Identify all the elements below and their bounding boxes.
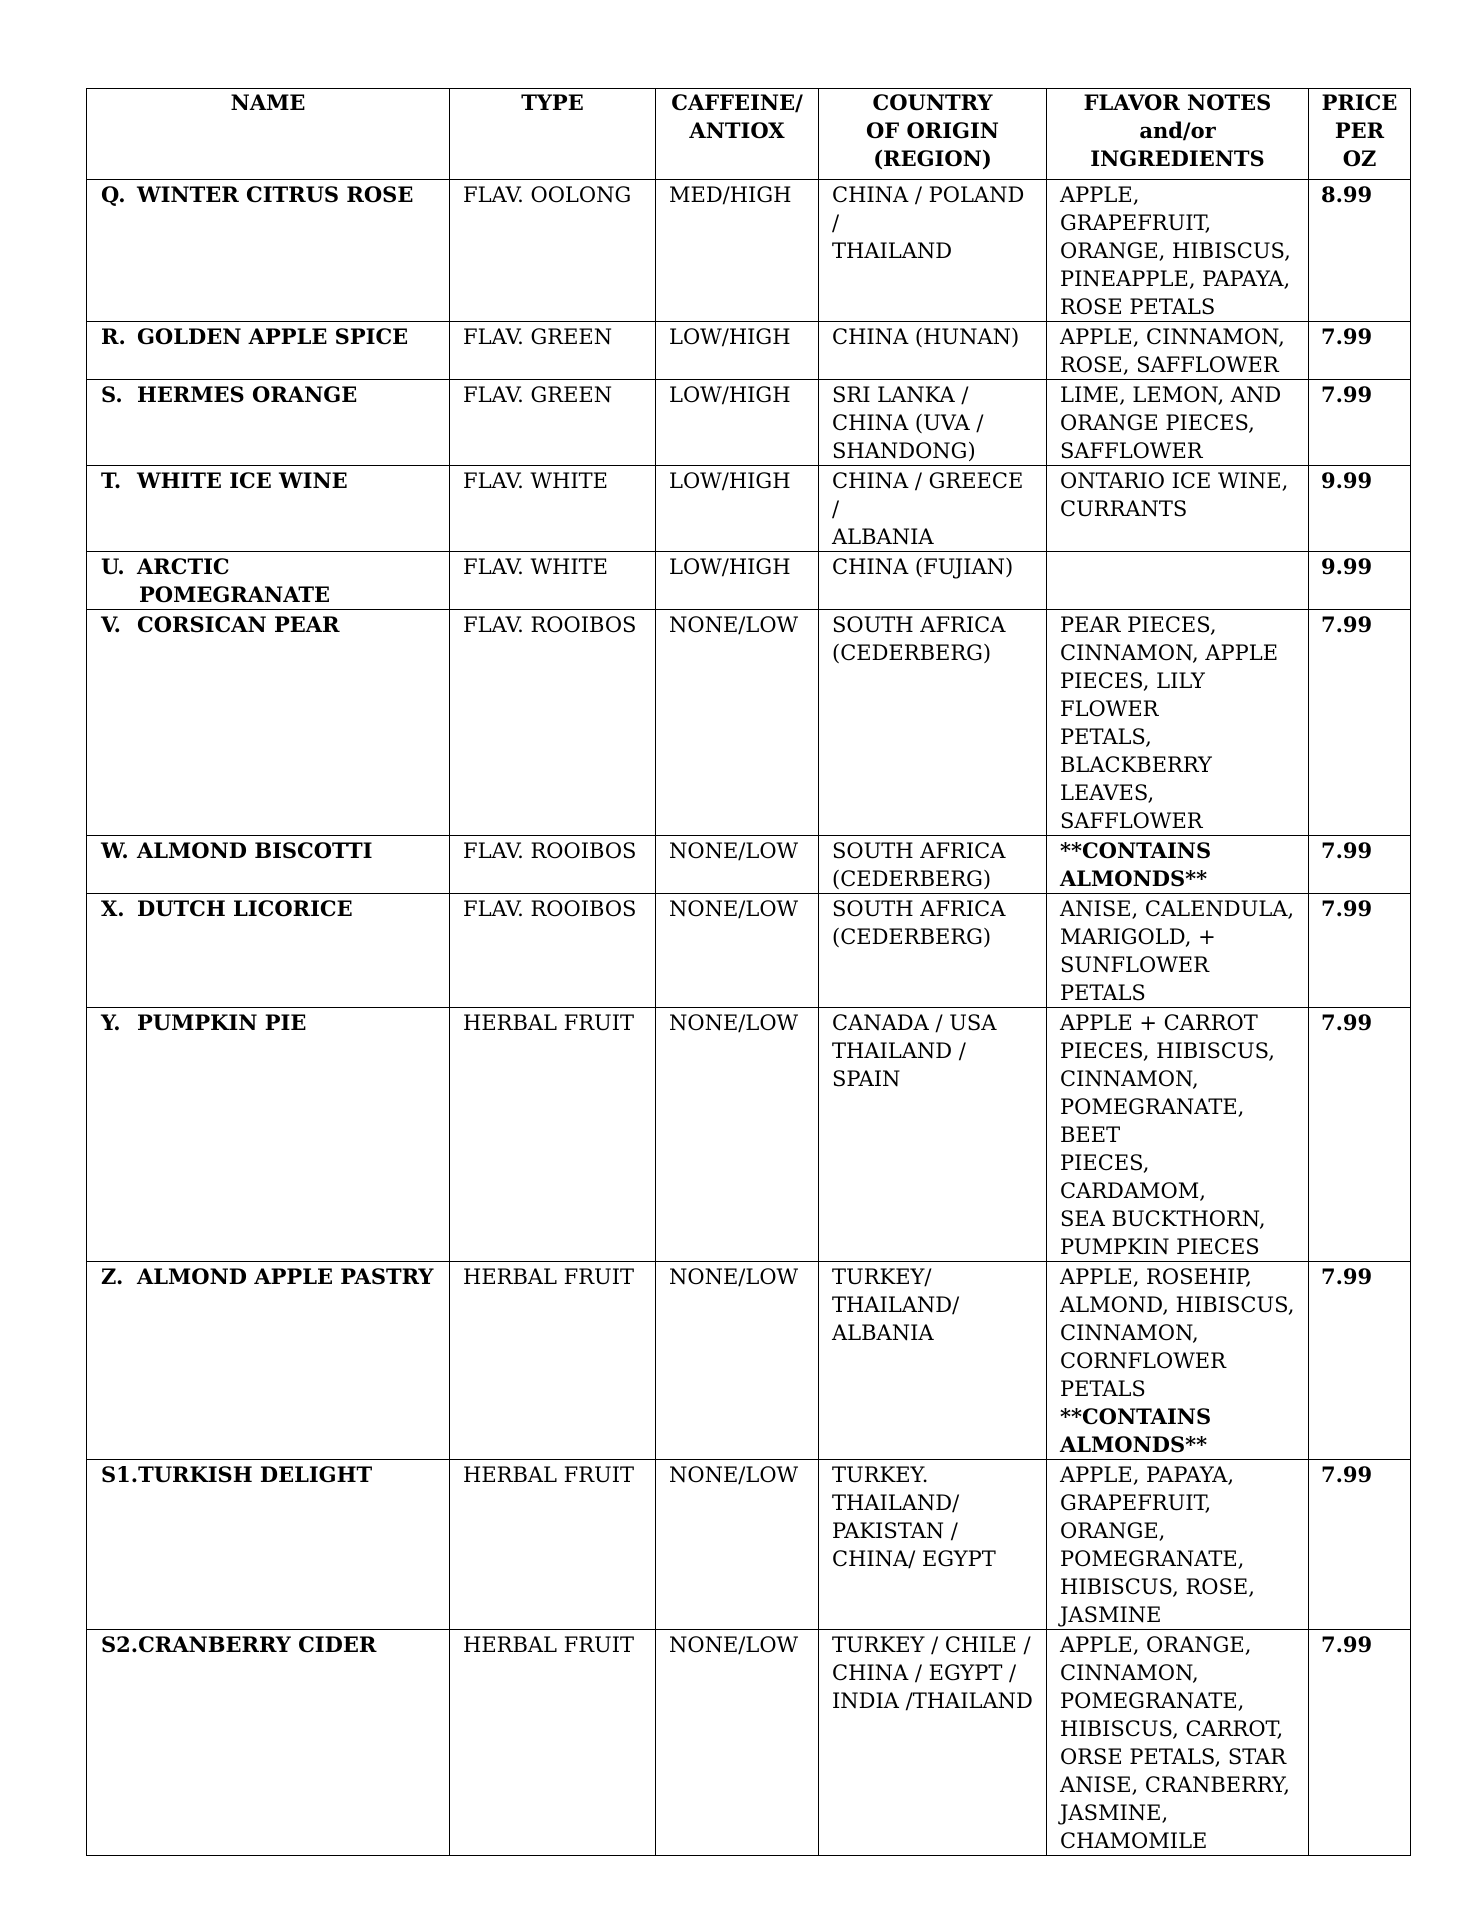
tea-type-cell: FLAV. WHITE: [450, 552, 656, 610]
tea-type-cell: HERBAL FRUIT: [450, 1262, 656, 1460]
cell-line: ORANGE,: [1060, 1519, 1166, 1543]
cell-line: HIBISCUS, CARROT,: [1060, 1717, 1284, 1741]
cell-line: NAME: [230, 90, 306, 115]
tea-flavor-cell: [1047, 1460, 1309, 1630]
tea-price-cell: 7.99: [1309, 1262, 1411, 1460]
cell-line: APPLE, CINNAMON,: [1060, 325, 1285, 349]
cell-line: MARIGOLD, +: [1060, 925, 1216, 949]
cell-line: THAILAND: [832, 239, 953, 263]
tea-price-cell: 7.99: [1309, 1460, 1411, 1630]
cell-line: COUNTRY: [872, 90, 993, 115]
cell-line: APPLE, PAPAYA,: [1060, 1463, 1235, 1487]
cell-line: ANISE, CALENDULA,: [1060, 897, 1295, 921]
tea-code: T.: [101, 468, 122, 493]
tea-name: HERMES ORANGE: [137, 382, 358, 407]
tea-caffeine-cell: LOW/HIGH: [656, 322, 819, 380]
cell-line: FLAVOR NOTES: [1083, 90, 1272, 115]
tea-price-cell: 7.99: [1309, 322, 1411, 380]
tea-name: DUTCH LICORICE: [137, 896, 353, 921]
cell-line: THAILAND/: [832, 1491, 960, 1515]
cell-line: CAFFEINE/: [671, 90, 803, 115]
tea-country-cell: [819, 466, 1047, 552]
table-row: [87, 1630, 1411, 1856]
tea-price-cell: 7.99: [1309, 1630, 1411, 1856]
cell-line: JASMINE,: [1060, 1801, 1169, 1825]
cell-line: CANADA / USA: [832, 1011, 997, 1035]
tea-name-cell: [87, 836, 450, 894]
tea-price-cell: 8.99: [1309, 180, 1411, 322]
tea-name-cell: [87, 1460, 450, 1630]
header-name: [87, 89, 450, 180]
tea-code: R.: [101, 324, 126, 349]
cell-line: SUNFLOWER PETALS: [1060, 953, 1209, 1005]
cell-line: SOUTH AFRICA: [832, 613, 1006, 637]
tea-flavor-cell: [1047, 1262, 1309, 1460]
cell-line: ALMOND, HIBISCUS,: [1060, 1293, 1295, 1317]
cell-line: PER OZ: [1334, 118, 1385, 171]
cell-line: THAILAND/: [832, 1293, 960, 1317]
cell-line: (CEDERBERG): [832, 641, 992, 665]
cell-line: PAKISTAN /: [832, 1519, 958, 1543]
cell-line: ROSE PETALS: [1060, 295, 1216, 319]
cell-line: SHANDONG): [832, 439, 976, 463]
table-row: [87, 1460, 1411, 1630]
header-caffeine-antiox: [656, 89, 819, 180]
tea-country-cell: [819, 836, 1047, 894]
tea-caffeine-cell: NONE/LOW: [656, 894, 819, 1008]
cell-line: CHINA / POLAND /: [832, 183, 1025, 235]
tea-price-cell: 7.99: [1309, 610, 1411, 836]
cell-line: CHINA/ EGYPT: [832, 1547, 996, 1571]
cell-line: ORANGE PIECES,: [1060, 411, 1255, 435]
tea-type-cell: FLAV. GREEN: [450, 322, 656, 380]
tea-flavor-cell: [1047, 1630, 1309, 1856]
cell-line: PIECES, CARDAMOM,: [1060, 1151, 1206, 1203]
cell-line: (CEDERBERG): [832, 925, 992, 949]
tea-code: S2.: [101, 1632, 139, 1657]
tea-caffeine-cell: NONE/LOW: [656, 1008, 819, 1262]
cell-line: PETALS,: [1060, 725, 1152, 749]
table-row: [87, 1262, 1411, 1460]
cell-line: CHINA (HUNAN): [832, 325, 1020, 349]
cell-line: SOUTH AFRICA: [832, 839, 1006, 863]
cell-line: CHINA (FUJIAN): [832, 555, 1014, 579]
tea-name: CRANBERRY CIDER: [138, 1632, 377, 1657]
tea-code: S.: [101, 382, 123, 407]
tea-type-cell: HERBAL FRUIT: [450, 1630, 656, 1856]
cell-line: PUMPKIN PIECES: [1060, 1235, 1260, 1259]
tea-country-cell: [819, 610, 1047, 836]
header-country-of-origin: [819, 89, 1047, 180]
tea-name-cell: [87, 1630, 450, 1856]
tea-name: WINTER CITRUS ROSE: [137, 182, 414, 207]
cell-line: APPLE, ROSEHIP,: [1060, 1265, 1252, 1289]
cell-line: ONTARIO ICE WINE,: [1060, 469, 1289, 493]
cell-line: ORANGE, HIBISCUS,: [1060, 239, 1291, 263]
tea-flavor-cell: [1047, 322, 1309, 380]
tea-price-table: [86, 88, 1411, 1856]
table-row: [87, 1008, 1411, 1262]
tea-name: GOLDEN APPLE SPICE: [137, 324, 409, 349]
tea-caffeine-cell: NONE/LOW: [656, 1262, 819, 1460]
tea-code: Y.: [101, 1010, 121, 1035]
tea-caffeine-cell: LOW/HIGH: [656, 552, 819, 610]
tea-country-cell: [819, 180, 1047, 322]
tea-flavor-cell: [1047, 552, 1309, 610]
tea-code: Z.: [101, 1264, 124, 1289]
tea-price-cell: 9.99: [1309, 552, 1411, 610]
cell-line: PINEAPPLE, PAPAYA,: [1060, 267, 1291, 291]
tea-name-cell: [87, 1008, 450, 1262]
cell-line: CHINA / EGYPT /: [832, 1661, 1017, 1685]
cell-line: GRAPEFRUIT,: [1060, 1491, 1212, 1515]
tea-type-cell: FLAV. ROOIBOS: [450, 836, 656, 894]
cell-line: POMEGRANATE,: [1060, 1547, 1245, 1571]
cell-line: INDIA /THAILAND: [832, 1689, 1033, 1713]
tea-type-cell: HERBAL FRUIT: [450, 1008, 656, 1262]
tea-name: ALMOND BISCOTTI: [137, 838, 373, 863]
cell-line: ALBANIA: [832, 525, 934, 549]
tea-name-continued: POMEGRANATE: [139, 582, 330, 607]
cell-line: SRI LANKA /: [832, 383, 969, 407]
cell-line: HIBISCUS, ROSE,: [1060, 1575, 1255, 1599]
header-price-per-oz: [1309, 89, 1411, 180]
cell-line: CURRANTS: [1060, 497, 1188, 521]
tea-caffeine-cell: NONE/LOW: [656, 1630, 819, 1856]
tea-name: ARCTIC: [137, 554, 230, 579]
tea-flavor-cell: [1047, 380, 1309, 466]
tea-code: V.: [101, 612, 121, 637]
cell-line: CHINA / GREECE /: [832, 469, 1024, 521]
tea-flavor-cell: [1047, 610, 1309, 836]
cell-line: (CEDERBERG): [832, 867, 992, 891]
cell-line: ALBANIA: [832, 1321, 934, 1345]
cell-line: ALMONDS**: [1060, 1432, 1208, 1457]
cell-line: CHINA (UVA /: [832, 411, 984, 435]
tea-flavor-cell: [1047, 894, 1309, 1008]
tea-country-cell: [819, 1262, 1047, 1460]
tea-country-cell: [819, 552, 1047, 610]
cell-line: BLACKBERRY: [1060, 753, 1212, 777]
header-flavor-notes: [1047, 89, 1309, 180]
tea-price-cell: 7.99: [1309, 894, 1411, 1008]
tea-country-cell: [819, 1630, 1047, 1856]
header-row: [87, 89, 1411, 180]
tea-name: CORSICAN PEAR: [137, 612, 340, 637]
tea-code: Q.: [101, 182, 126, 207]
header-type: [450, 89, 656, 180]
cell-line: **CONTAINS: [1060, 1404, 1212, 1429]
tea-caffeine-cell: LOW/HIGH: [656, 466, 819, 552]
tea-flavor-cell: [1047, 466, 1309, 552]
cell-line: CORNFLOWER: [1060, 1349, 1226, 1373]
table-row: [87, 610, 1411, 836]
table-row: [87, 380, 1411, 466]
tea-country-cell: [819, 380, 1047, 466]
cell-line: INGREDIENTS: [1090, 146, 1265, 171]
tea-code: W.: [101, 838, 129, 863]
cell-line: and/or: [1139, 118, 1216, 143]
cell-line: SEA BUCKTHORN,: [1060, 1207, 1266, 1231]
cell-line: TURKEY.: [832, 1463, 929, 1487]
tea-code: U.: [101, 554, 125, 579]
tea-code: S1.: [101, 1462, 139, 1487]
cell-line: PEAR PIECES,: [1060, 613, 1217, 637]
tea-country-cell: [819, 894, 1047, 1008]
table-row: [87, 894, 1411, 1008]
cell-line: SAFFLOWER: [1060, 439, 1203, 463]
cell-line: CINNAMON,: [1060, 1067, 1199, 1091]
tea-caffeine-cell: NONE/LOW: [656, 1460, 819, 1630]
cell-line: PIECES, HIBISCUS,: [1060, 1039, 1275, 1063]
tea-price-cell: 7.99: [1309, 380, 1411, 466]
table-row: [87, 466, 1411, 552]
tea-flavor-cell: [1047, 836, 1309, 894]
cell-line: LIME, LEMON, AND: [1060, 383, 1282, 407]
table-row: [87, 180, 1411, 322]
cell-line: ALMONDS**: [1060, 866, 1208, 891]
tea-name-cell: [87, 180, 450, 322]
tea-name-cell: [87, 610, 450, 836]
cell-line: OF ORIGIN: [865, 118, 1000, 143]
tea-country-cell: [819, 1460, 1047, 1630]
tea-name-cell: [87, 466, 450, 552]
cell-line: SOUTH AFRICA: [832, 897, 1006, 921]
cell-line: ORSE PETALS, STAR: [1060, 1745, 1287, 1769]
cell-line: APPLE, GRAPEFRUIT,: [1060, 183, 1212, 235]
tea-name-cell: [87, 1262, 450, 1460]
cell-line: ANTIOX: [689, 118, 785, 143]
tea-code: X.: [101, 896, 125, 921]
cell-line: (REGION): [873, 146, 992, 171]
cell-line: JASMINE: [1060, 1603, 1162, 1627]
cell-line: POMEGRANATE, BEET: [1060, 1095, 1245, 1147]
cell-line: POMEGRANATE,: [1060, 1689, 1245, 1713]
cell-line: APPLE + CARROT: [1060, 1011, 1258, 1035]
cell-line: CHAMOMILE: [1060, 1829, 1208, 1853]
cell-line: PIECES, LILY FLOWER: [1060, 669, 1205, 721]
tea-flavor-cell: [1047, 180, 1309, 322]
tea-name-cell: [87, 380, 450, 466]
table-body: [87, 180, 1411, 1856]
cell-line: TURKEY / CHILE /: [832, 1633, 1031, 1657]
tea-name-cell: [87, 322, 450, 380]
cell-line: CINNAMON,: [1060, 1661, 1199, 1685]
tea-price-cell: 7.99: [1309, 1008, 1411, 1262]
table-row: [87, 322, 1411, 380]
cell-line: CINNAMON, APPLE: [1060, 641, 1279, 665]
tea-name-cell: [87, 552, 450, 610]
cell-line: THAILAND / SPAIN: [832, 1039, 966, 1091]
table-row: [87, 552, 1411, 610]
tea-name: ALMOND APPLE PASTRY: [137, 1264, 434, 1289]
cell-line: ROSE, SAFFLOWER: [1060, 353, 1279, 377]
tea-caffeine-cell: MED/HIGH: [656, 180, 819, 322]
tea-price-cell: 9.99: [1309, 466, 1411, 552]
cell-line: APPLE, ORANGE,: [1060, 1633, 1252, 1657]
tea-caffeine-cell: LOW/HIGH: [656, 380, 819, 466]
tea-name: WHITE ICE WINE: [137, 468, 348, 493]
tea-name: PUMPKIN PIE: [137, 1010, 307, 1035]
cell-line: TURKEY/: [832, 1265, 932, 1289]
cell-line: ANISE, CRANBERRY,: [1060, 1773, 1290, 1797]
cell-line: LEAVES, SAFFLOWER: [1060, 781, 1203, 833]
tea-country-cell: [819, 1008, 1047, 1262]
tea-caffeine-cell: NONE/LOW: [656, 836, 819, 894]
cell-line: PRICE: [1321, 90, 1398, 115]
tea-type-cell: FLAV. ROOIBOS: [450, 894, 656, 1008]
table-row: [87, 836, 1411, 894]
tea-caffeine-cell: NONE/LOW: [656, 610, 819, 836]
tea-name-cell: [87, 894, 450, 1008]
cell-line: TYPE: [521, 90, 584, 115]
tea-type-cell: FLAV. OOLONG: [450, 180, 656, 322]
tea-flavor-cell: [1047, 1008, 1309, 1262]
tea-type-cell: FLAV. WHITE: [450, 466, 656, 552]
tea-price-cell: 7.99: [1309, 836, 1411, 894]
cell-line: **CONTAINS: [1060, 838, 1212, 863]
tea-type-cell: FLAV. GREEN: [450, 380, 656, 466]
cell-line: CINNAMON,: [1060, 1321, 1199, 1345]
tea-type-cell: FLAV. ROOIBOS: [450, 610, 656, 836]
cell-line: PETALS: [1060, 1377, 1146, 1401]
tea-name: TURKISH DELIGHT: [138, 1462, 373, 1487]
tea-country-cell: [819, 322, 1047, 380]
tea-type-cell: HERBAL FRUIT: [450, 1460, 656, 1630]
